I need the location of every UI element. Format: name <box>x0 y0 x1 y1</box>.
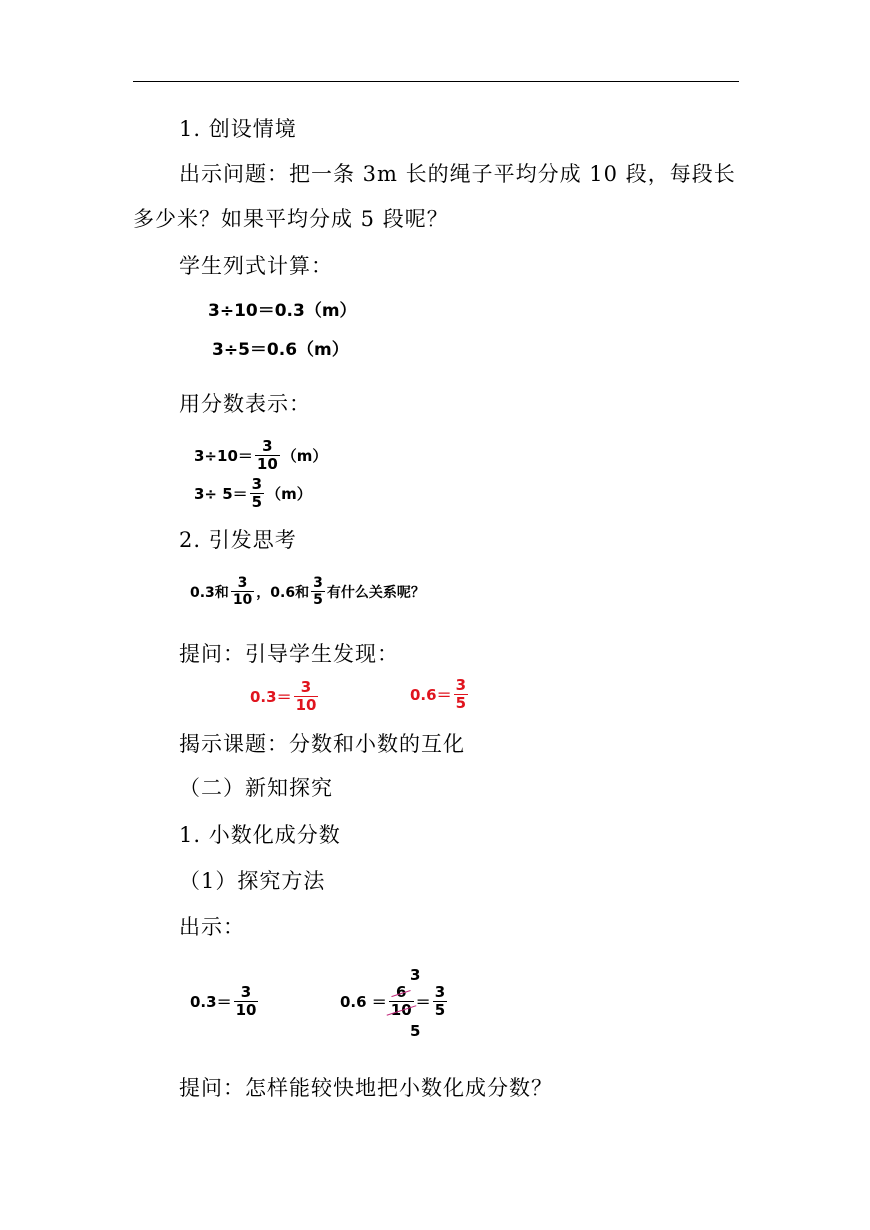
topic-line: 揭示课题：分数和小数的互化 <box>179 732 465 756</box>
question-fraction2 <box>311 576 325 607</box>
section2-heading: 2. 引发思考 <box>179 528 297 552</box>
frac-expr1-fraction <box>255 439 280 472</box>
example2-cancelled-fraction <box>389 985 414 1018</box>
calc-expr1: 3÷10＝0.3（m） <box>208 301 357 321</box>
relation-question <box>190 576 425 607</box>
cancelled-denominator <box>389 1001 414 1018</box>
fraction-denominator: 5 <box>434 1001 446 1019</box>
question-part-a: 0.3和 <box>190 584 229 601</box>
question-part-mid: ，0.6和 <box>256 584 310 601</box>
show-label: 出示： <box>179 915 245 939</box>
frac-expr2-fraction <box>250 477 264 510</box>
red-expr1-fraction <box>294 680 319 713</box>
frac-expr2 <box>194 477 312 510</box>
calc-label: 学生列式计算： <box>179 254 333 278</box>
example1-lhs: 0.3＝ <box>190 993 232 1011</box>
denominator-value: 10 <box>390 1001 412 1019</box>
red-expr1 <box>250 680 320 713</box>
question-fraction1 <box>231 576 254 607</box>
guide-label: 提问：引导学生发现： <box>179 642 399 666</box>
red-expr1-lhs: 0.3＝ <box>250 688 292 706</box>
reduced-numerator: 3 <box>410 966 421 984</box>
numerator-value: 6 <box>396 983 407 1001</box>
frac-expr1-unit: （m） <box>281 447 328 465</box>
part2-heading: （二）新知探究 <box>179 776 333 800</box>
fraction-numerator: 3 <box>455 676 467 694</box>
fraction-denominator: 10 <box>295 696 317 714</box>
fraction-denominator: 10 <box>235 1001 257 1019</box>
calc-expr2: 3÷5＝0.6（m） <box>212 340 349 360</box>
fraction-denominator: 10 <box>232 592 253 608</box>
frac-expr2-unit: （m） <box>266 485 312 503</box>
fraction-denominator: 5 <box>455 694 467 712</box>
frac-expr1 <box>194 439 327 472</box>
example-expr2 <box>340 985 449 1018</box>
final-question: 提问：怎样能较快地把小数化成分数？ <box>179 1076 553 1100</box>
frac-expr2-lhs: 3÷ 5＝ <box>194 485 248 503</box>
red-expr2 <box>410 678 470 711</box>
sub-heading: 1. 小数化成分数 <box>179 823 341 847</box>
method-heading: （1）探究方法 <box>179 869 326 893</box>
example2-eq: ＝ <box>415 993 431 1011</box>
problem-line2: 多少米？如果平均分成 5 段呢？ <box>133 207 449 231</box>
example2-result-fraction <box>433 985 447 1018</box>
fraction-numerator: 3 <box>262 437 273 455</box>
fraction-numerator: 3 <box>237 575 248 591</box>
cancelled-numerator <box>394 985 408 1001</box>
red-expr2-lhs: 0.6＝ <box>410 686 452 704</box>
fraction-numerator: 3 <box>251 475 263 493</box>
red-expr2-fraction <box>454 678 468 711</box>
example-expr1 <box>190 985 260 1018</box>
reduced-denominator: 5 <box>410 1022 421 1040</box>
example2-lhs: 0.6 ＝ <box>340 993 387 1011</box>
fraction-numerator: 3 <box>300 678 312 696</box>
section1-heading: 1. 创设情境 <box>179 117 297 141</box>
fraction-denominator: 5 <box>313 592 323 608</box>
problem-line1: 出示问题：把一条 3m 长的绳子平均分成 10 段，每段长 <box>179 162 736 186</box>
example1-fraction <box>234 985 259 1018</box>
fraction-numerator: 3 <box>313 575 323 591</box>
fraction-numerator: 3 <box>240 983 252 1001</box>
fraction-denominator: 10 <box>256 455 278 473</box>
fraction-numerator: 3 <box>434 983 446 1001</box>
question-part-tail: 有什么关系呢？ <box>326 584 425 601</box>
header-rule <box>133 81 739 82</box>
fraction-denominator: 5 <box>251 493 263 511</box>
frac-expr1-lhs: 3÷10＝ <box>194 447 253 465</box>
fraction-label: 用分数表示： <box>179 392 311 416</box>
